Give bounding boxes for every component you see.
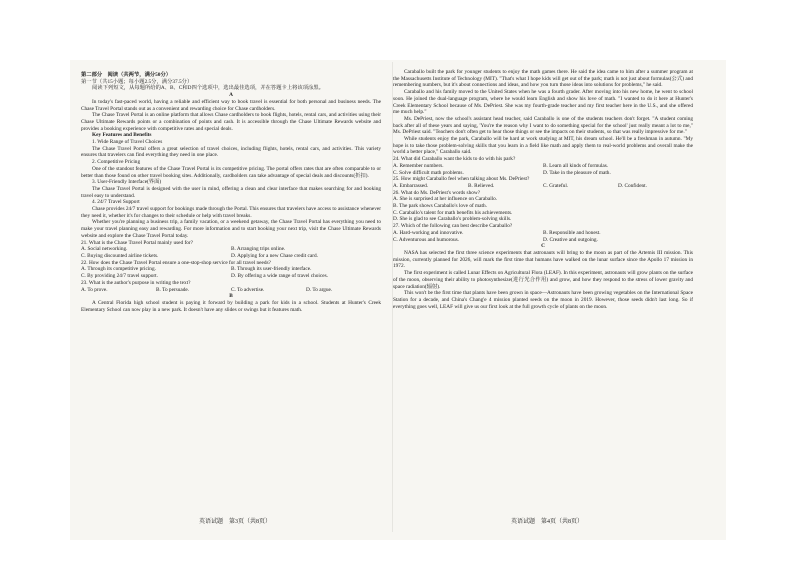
- option: A. Social networking.: [81, 246, 128, 253]
- option: D. Creative and outgoing.: [543, 236, 598, 243]
- question-23: 23. What is the author's purpose in writing the text?: [81, 279, 191, 286]
- feature-text: One of the standout features of the Chase Travel Portal is its competitive pricing. The portal offers rates that are often comparable to or better than those found on other travel booking sites. Additionally, cardholders can take advantage of special deals and discounts(折扣).: [81, 165, 381, 179]
- page-footer-left: 英语试题 第3页（共8页）: [199, 519, 272, 525]
- option: A. Embarrassed.: [393, 182, 429, 189]
- option: B. Relieved.: [468, 182, 495, 189]
- passage-a-label: A: [229, 92, 233, 99]
- passage-c-paragraph: The first experiment is called Lunar Effects on Agricultural Flora (LEAF). In this experiment, astronauts will grow plants on the surface of the moon, observing their ability to photosynthesize(进行光合作用) and grow, and how they respond to the stress of lower gravity and space radiation(辐射).: [393, 270, 693, 290]
- feature-title: 2. Competitive Pricing: [92, 159, 141, 166]
- passage-c-paragraph: NASA has selected the first three science experiments that astronauts will bring to the moon as part of the Artemis III mission. This mission, currently planned for 2026, will mark the first time that humans have walked on the lunar surface since the Apollo 17 mission in 1972.: [393, 249, 693, 270]
- feature-text: The Chase Travel Portal is designed with the user in mind, offering a clean and clear interface that makes searching for and booking travel easy to understand.: [81, 185, 381, 199]
- passage-a-paragraph: In today's fast-paced world, having a reliable and efficient way to book travel is essential for both personal and business needs. The Chase Travel Portal stands out as a convenient and rewarding choice for Chase cardholders.: [81, 98, 381, 112]
- question-25: 25. How might Caraballo feel when talking about Ms. DePriest?: [393, 176, 530, 183]
- question-22-options: [81, 266, 381, 279]
- option: B. Through its user-friendly interface.: [231, 266, 312, 273]
- option: D. Confident.: [618, 182, 647, 189]
- option: C. Grateful.: [543, 182, 569, 189]
- page-footer-right: 英语试题 第4页（共8页）: [511, 519, 584, 525]
- option: B. The park shows Caraballo's love of math.: [393, 203, 487, 210]
- passage-b-paragraph: Caraballo built the park for younger students to enjoy the math games there. He said the idea came to him after a summer program at the Massachusetts Institute of Technology (MIT). "That's what I hope kids will get out of the park; math is not just about formulas(公式) and remembering numbers, but it's about connections and ideas, and how you turn those ideas into solutions for problems," he said.: [393, 69, 693, 89]
- option: D. She is glad to see Caraballo's problem-solving skills.: [393, 216, 512, 223]
- question-27-options: [393, 230, 693, 243]
- option: C. Solve difficult math problems.: [393, 169, 464, 176]
- option: A. She is surprised at her influence on Caraballo.: [393, 196, 498, 203]
- feature-text: Chase provides 24/7 travel support for bookings made through the Portal. This ensures that travelers have access to assistance whenever they need it, whether it's for changes to their schedule or help with travel breaks.: [81, 206, 381, 219]
- option: B. Responsible and honest.: [543, 229, 601, 236]
- passage-b-label: B: [229, 293, 233, 300]
- question-26: 26. What do Ms. DePriest's words show?: [393, 189, 481, 196]
- passage-c-paragraph: This won't be the first time that plants have been grown in space—Astronauts have been growing vegetables on the International Space Station for a decade, and China's Chang'e 4 mission planted seeds on the moon in 2019. However, those seeds didn't last long. So if everything goes well, LEAF will give us our first look at the full growth cycle of plants on the moon.: [393, 290, 693, 310]
- option: C. By providing 24/7 travel support.: [81, 273, 158, 280]
- passage-c-label: C: [541, 243, 545, 250]
- instruction: 阅读下列短文，从每题所给的A、B、C和D四个选项中，选出最佳选项，并在答题卡上将该项涂黑。: [92, 85, 324, 92]
- passage-b-paragraph: A Central Florida high school student is paying it forward by building a park for kids in a school. Students at Hunter's Creek Elementary School can now play in a new park. It doesn't have any slides or swings but it features math.: [81, 299, 381, 313]
- passage-b-paragraph: Caraballo and his family moved to the United States when he was a fourth grader. After moving into his new home, he went to school soon. He joined the dual-language program, where he would learn English and show his love of math. "I wanted to do it here at Hunter's Creek Elementary School because of Ms. DePriest. She was my fourth-grade teacher and my first teacher here in the U.S., and she offered me much help.": [393, 89, 693, 116]
- option: C. To advertise.: [231, 286, 265, 293]
- question-25-options: [393, 183, 693, 190]
- option: C. Adventurous and humorous.: [393, 236, 460, 243]
- passage-a-paragraph: The Chase Travel Portal is an online platform that allows Chase cardholders to book flights, hotels, rental cars, and activities using their Chase Ultimate Rewards points or a combination of points and cash. It is accessible through the Chase Ultimate Rewards website and provides a booking experience with competitive rates and special deals.: [81, 112, 381, 132]
- question-27: 27. Which of the following can best describe Caraballo?: [393, 223, 513, 230]
- feature-title: 4. 24/7 Travel Support: [92, 199, 140, 206]
- feature-title: 1. Wide Range of Travel Choices: [92, 139, 163, 146]
- feature-title: 3. User-Friendly Interface(界面): [92, 179, 162, 186]
- option: A. Hard-working and innovative.: [393, 229, 464, 236]
- option: D. To argue.: [306, 286, 333, 293]
- option: A. Remember numbers.: [393, 162, 444, 169]
- left-column: [81, 72, 381, 313]
- question-24: 24. What did Caraballo want the kids to do with his park?: [393, 156, 516, 163]
- feature-text: The Chase Travel Portal offers a great selection of travel choices, including flights, hotels, rental cars, and activities. This variety ensures that travelers can find everything they need in one place.: [81, 145, 381, 159]
- passage-a-paragraph: Whether you're planning a business trip, a family vacation, or a weekend getaway, the Chase Travel Portal has everything you need to make your travel planning easy and rewarding. For more information and to start booking your next trip, visit the Chase Ultimate Rewards website and explore the Chase Travel Portal today.: [81, 219, 381, 239]
- option: D. By offering a wide range of travel choices.: [231, 273, 328, 280]
- question-24-options: [393, 163, 693, 176]
- passage-b-paragraph: Ms. DePriest, now the school's assistant head teacher, said Caraballo is one of the students teachers don't forget. "A student coming back after all of these years and saying, 'You're the reason why I want to do something special for the school' just really meant a lot to me," Ms. DePriest said. "Teachers don't often get to hear those things or see the impacts on their students, so that was really impressive for me.": [393, 115, 693, 136]
- option: C. Buying discounted airline tickets.: [81, 252, 159, 259]
- question-21-options: [81, 246, 381, 259]
- question-21: 21. What is the Chase Travel Portal mainly used for?: [81, 239, 194, 246]
- option: B. To persuade.: [156, 286, 190, 293]
- option: A. Through its competitive pricing.: [81, 266, 156, 273]
- question-23-options: [81, 287, 381, 294]
- option: B. Arranging trips online.: [231, 246, 286, 253]
- section-intro: 第一节（共15小题；每小题2.5分，满分37.5分）: [81, 78, 193, 85]
- part-title: 第二部分 阅读（共两节，满分50分）: [81, 72, 172, 78]
- option: B. Learn all kinds of formulas.: [543, 162, 609, 169]
- passage-b-paragraph: While students enjoy the park, Caraballo will be hard at work studying at MIT, his dream school. He'll be a freshman in autumn. "My hope is to take those problem-solving skills that you learn in a field like math and apply them to real-world problems and overall make the world a better place," Caraballo said.: [393, 136, 693, 156]
- option: C. Caraballo's talent for math benefits his achievements.: [393, 209, 513, 216]
- option: D. Take in the pleasure of math.: [543, 169, 611, 176]
- question-22: 22. How does the Chase Travel Portal ensure a one-stop-shop service for all travel needs?: [81, 259, 271, 266]
- passage-a-heading: Key Features and Benefits: [92, 132, 152, 139]
- option: D. Applying for a new Chase credit card.: [231, 252, 318, 259]
- option: A. To prove.: [81, 286, 108, 293]
- right-column: [393, 69, 693, 310]
